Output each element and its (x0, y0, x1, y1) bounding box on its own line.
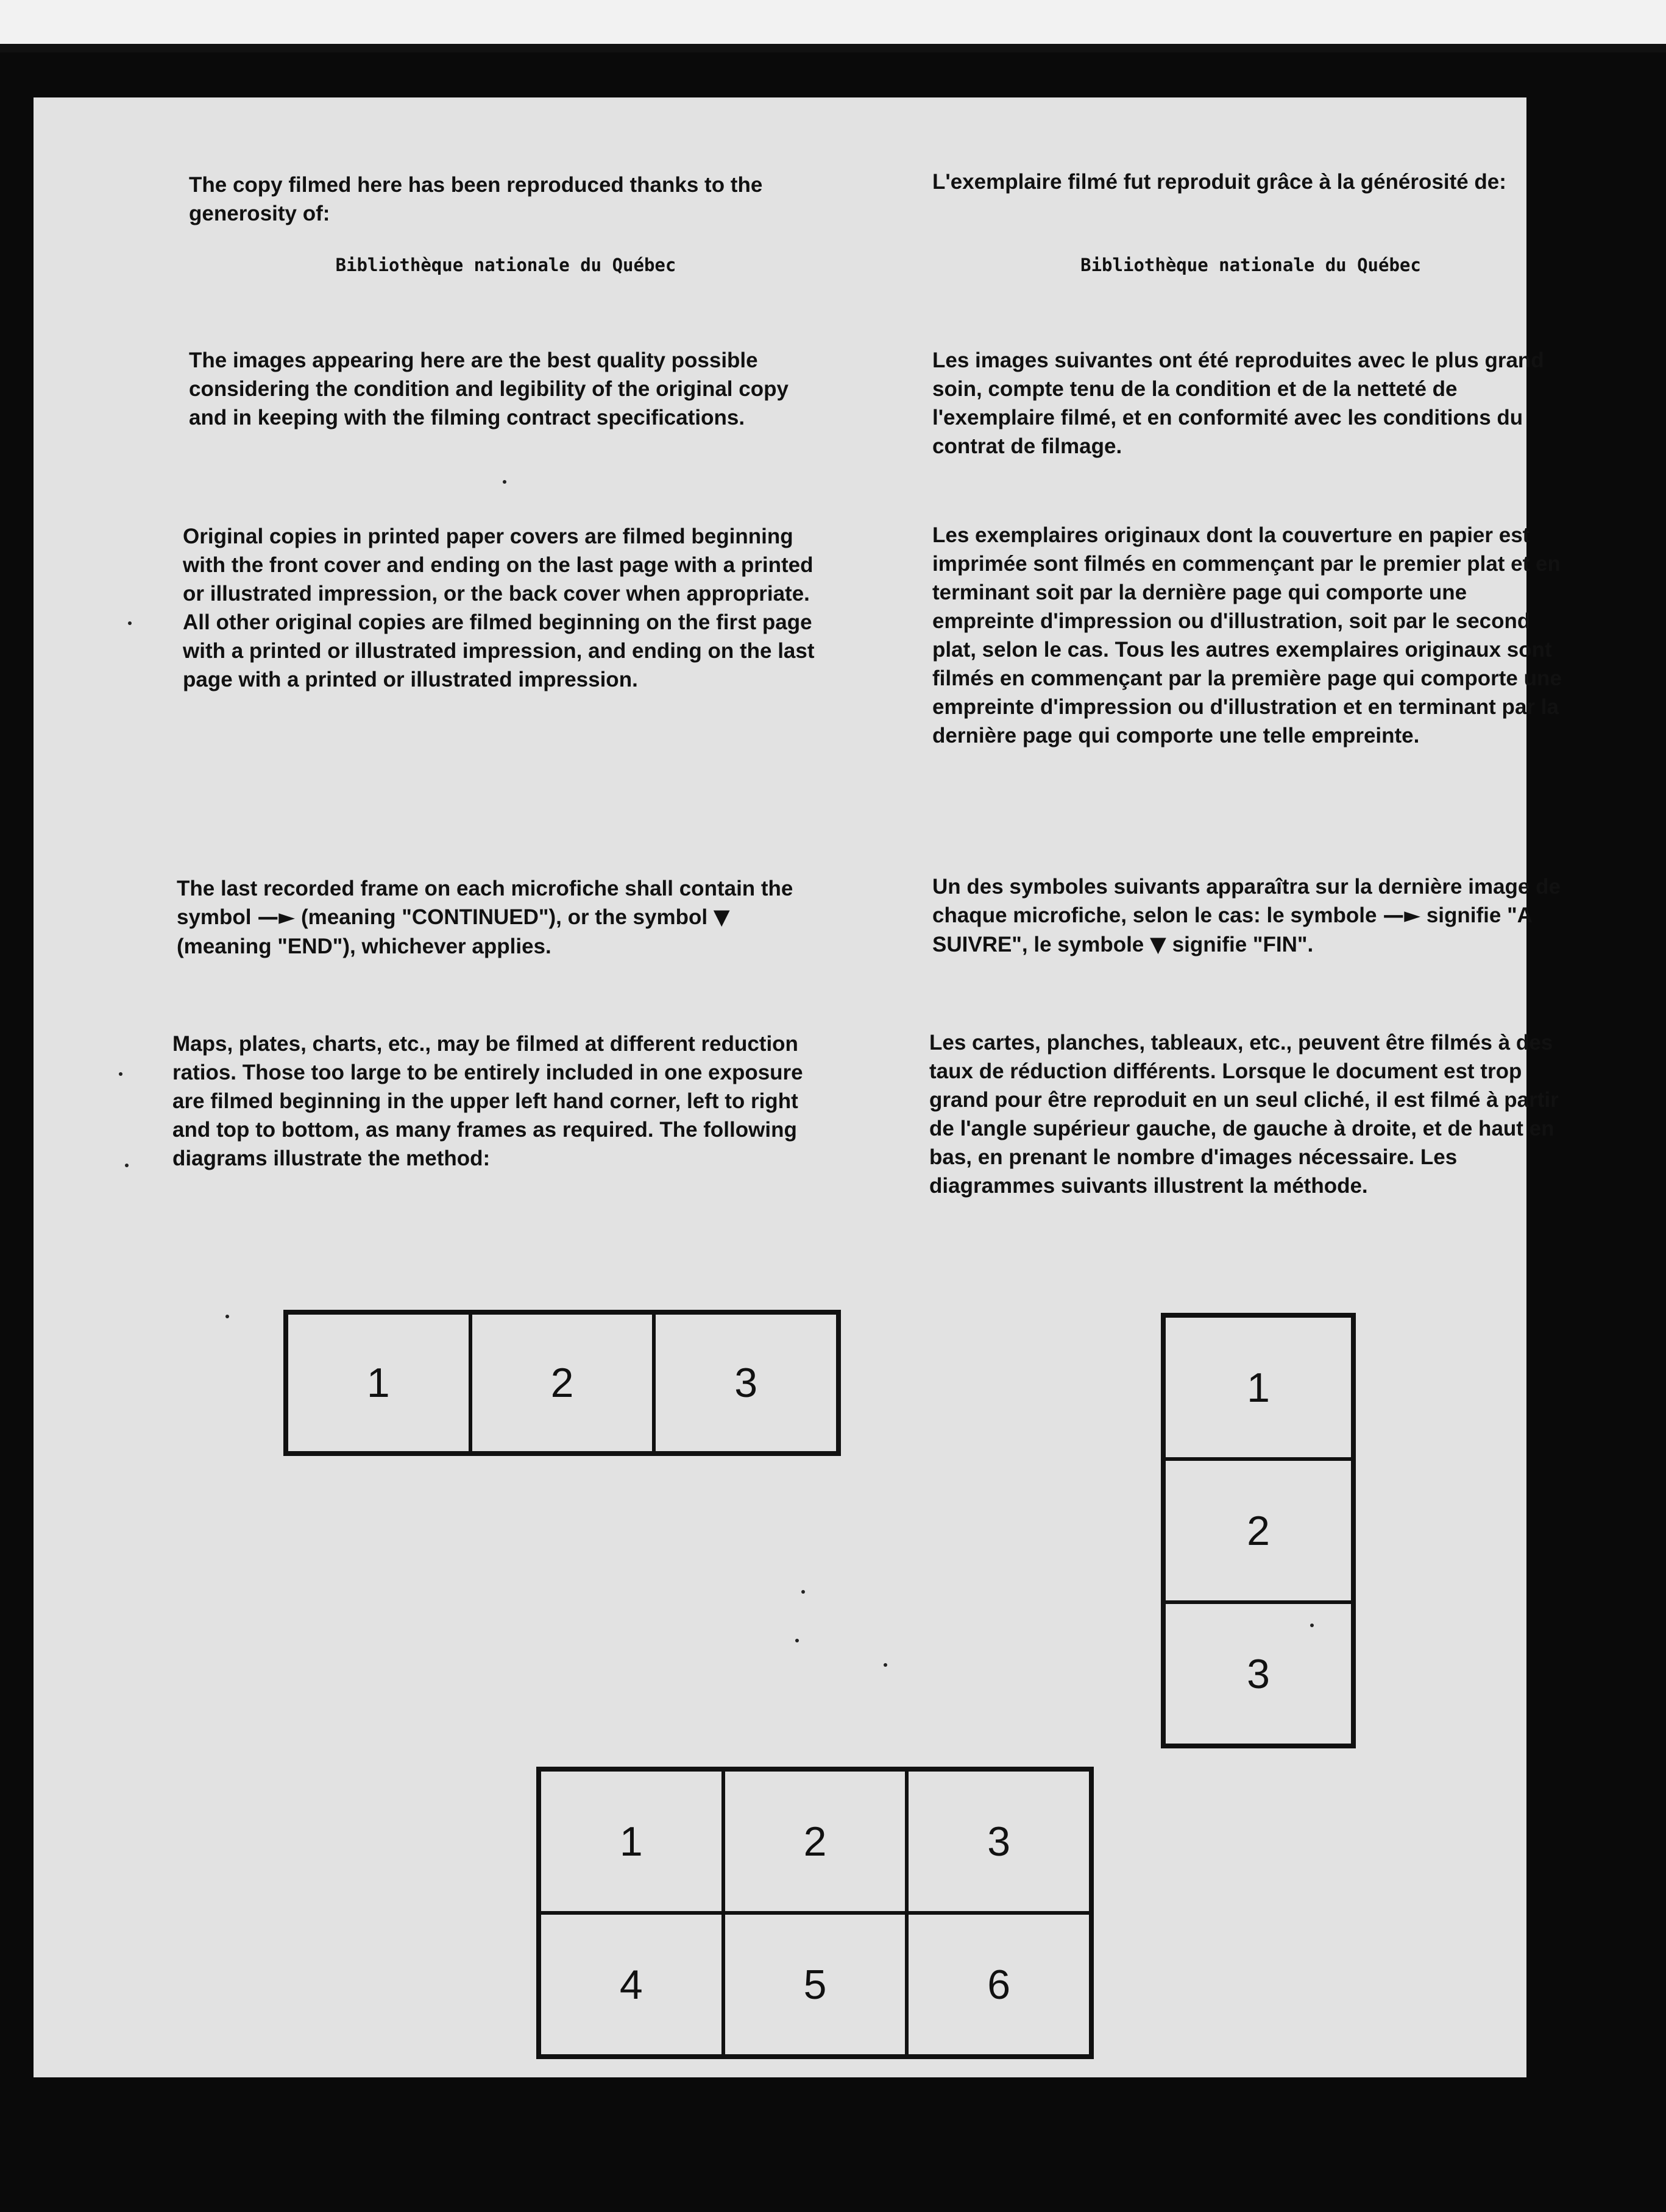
scan-speck (225, 1315, 229, 1318)
left-frame-part1: The last recorded frame on each microfiche shall contain the symbol (177, 877, 793, 929)
scan-speck (503, 480, 506, 484)
frame-cell: 1 (286, 1313, 470, 1453)
left-frame-part2: (meaning "CONTINUED"), or the symbol (300, 905, 708, 929)
frame-cell: 6 (907, 1913, 1091, 2056)
frame-cell: 2 (470, 1313, 654, 1453)
frame-cell: 2 (1164, 1459, 1353, 1602)
diagram-vertical (1161, 1313, 1356, 1748)
right-thanks-text: L'exemplaire filmé fut reproduit grâce à la générosité de: (932, 170, 1506, 194)
left-maps-text: Maps, plates, charts, etc., may be filmed at different reduction ratios. Those too large to be entirely included in one exposure are filmed beginning in the upper left hand corner, left to right and top to bottom, as many frames as required. The following diagrams illustrate the method: (172, 1032, 803, 1170)
scan-speck (128, 621, 132, 625)
right-frame-part3: signifie "FIN". (1172, 933, 1314, 956)
scan-top-edge (0, 44, 1666, 52)
continued-arrow-icon: —► (257, 905, 296, 930)
left-maps (172, 1030, 806, 1173)
left-frame-part3: (meaning "END"), whichever applies. (177, 935, 551, 958)
frame-cell: 1 (1164, 1316, 1353, 1459)
right-institution-text: Bibliothèque nationale du Québec (1080, 255, 1421, 275)
right-frame-symbols (932, 872, 1569, 959)
right-maps-text: Les cartes, planches, tableaux, etc., peuvent être filmés à des taux de réduction différents. Lorsque le document est trop grand pour être reproduit en un seul cliché, il est filmé à partir de l'angle supérieur gauche, de gauche à droite, et de haut en bas, en prenant le nombre d'images nécessaire. Les diagrammes suivants illustrent la méthode. (929, 1031, 1559, 1198)
frame-cell: 2 (723, 1770, 907, 1913)
right-quality (932, 346, 1569, 461)
diagram-horizontal (283, 1310, 841, 1456)
left-originals (183, 522, 817, 694)
right-frame-paragraph (932, 872, 1569, 959)
right-maps (929, 1028, 1566, 1200)
left-thanks-text: The copy filmed here has been reproduced thanks to the generosity of: (189, 173, 763, 225)
scan-speck (1310, 1624, 1314, 1627)
frame-cell: 4 (539, 1913, 723, 2056)
left-originals-text: Original copies in printed paper covers are filmed beginning with the front cover and ending on the last page with a printed or illustrated impression, or the back cover when appropriate. All other original copies are filmed beginning on the first page with a printed or illustrated impression, and ending on the last page with a printed or illustrated impression. (183, 525, 815, 691)
scan-speck (795, 1639, 799, 1642)
end-triangle-icon: ▼ (713, 905, 730, 930)
document-sheet (34, 97, 1562, 2077)
right-originals (932, 521, 1569, 750)
right-frame-part2: signifie "A SUIVRE", le symbole (932, 903, 1532, 956)
frame-cell: 1 (539, 1770, 723, 1913)
left-quality-text: The images appearing here are the best quality possible considering the condition and legibility of the original copy and in keeping with the filming contract specifications. (189, 348, 789, 429)
left-institution (189, 251, 823, 280)
left-institution-text: Bibliothèque nationale du Québec (335, 255, 676, 275)
diagram-grid (536, 1767, 1094, 2059)
scan-speck (884, 1663, 887, 1667)
scan-speck (119, 1072, 122, 1076)
left-frame-paragraph (177, 874, 810, 961)
right-quality-text: Les images suivantes ont été reproduites avec le plus grand soin, compte tenu de la condition et de la netteté de l'exemplaire filmé, et en conformité avec les conditions du contrat de filmage. (932, 348, 1544, 458)
frame-cell: 3 (1164, 1602, 1353, 1745)
right-institution (932, 251, 1569, 280)
scan-speck (125, 1164, 129, 1167)
end-triangle-icon: ▼ (1150, 933, 1166, 957)
right-thanks (932, 168, 1569, 196)
frame-cell: 5 (723, 1913, 907, 2056)
left-frame-symbols (177, 874, 810, 961)
right-frame-part1: Un des symboles suivants apparaîtra sur la dernière image de chaque microfiche, selon le cas: le symbole (932, 875, 1561, 927)
left-thanks (189, 171, 823, 228)
right-originals-text: Les exemplaires originaux dont la couverture en papier est imprimée sont filmés en commençant par le premier plat et en terminant soit par la dernière page qui comporte une empreinte d'impression ou d'illustration, soit par le second plat, selon le cas. Tous les autres exemplaires originaux sont filmés en commençant par la première page qui comporte une empreinte d'impression ou d'illustration et en terminant par la dernière page qui comporte une telle empreinte. (932, 523, 1562, 747)
scan-speck (801, 1590, 805, 1594)
frame-cell: 3 (654, 1313, 838, 1453)
continued-arrow-icon: —► (1383, 903, 1421, 928)
scan-top-strip (0, 0, 1666, 49)
frame-cell: 3 (907, 1770, 1091, 1913)
left-quality (189, 346, 823, 432)
